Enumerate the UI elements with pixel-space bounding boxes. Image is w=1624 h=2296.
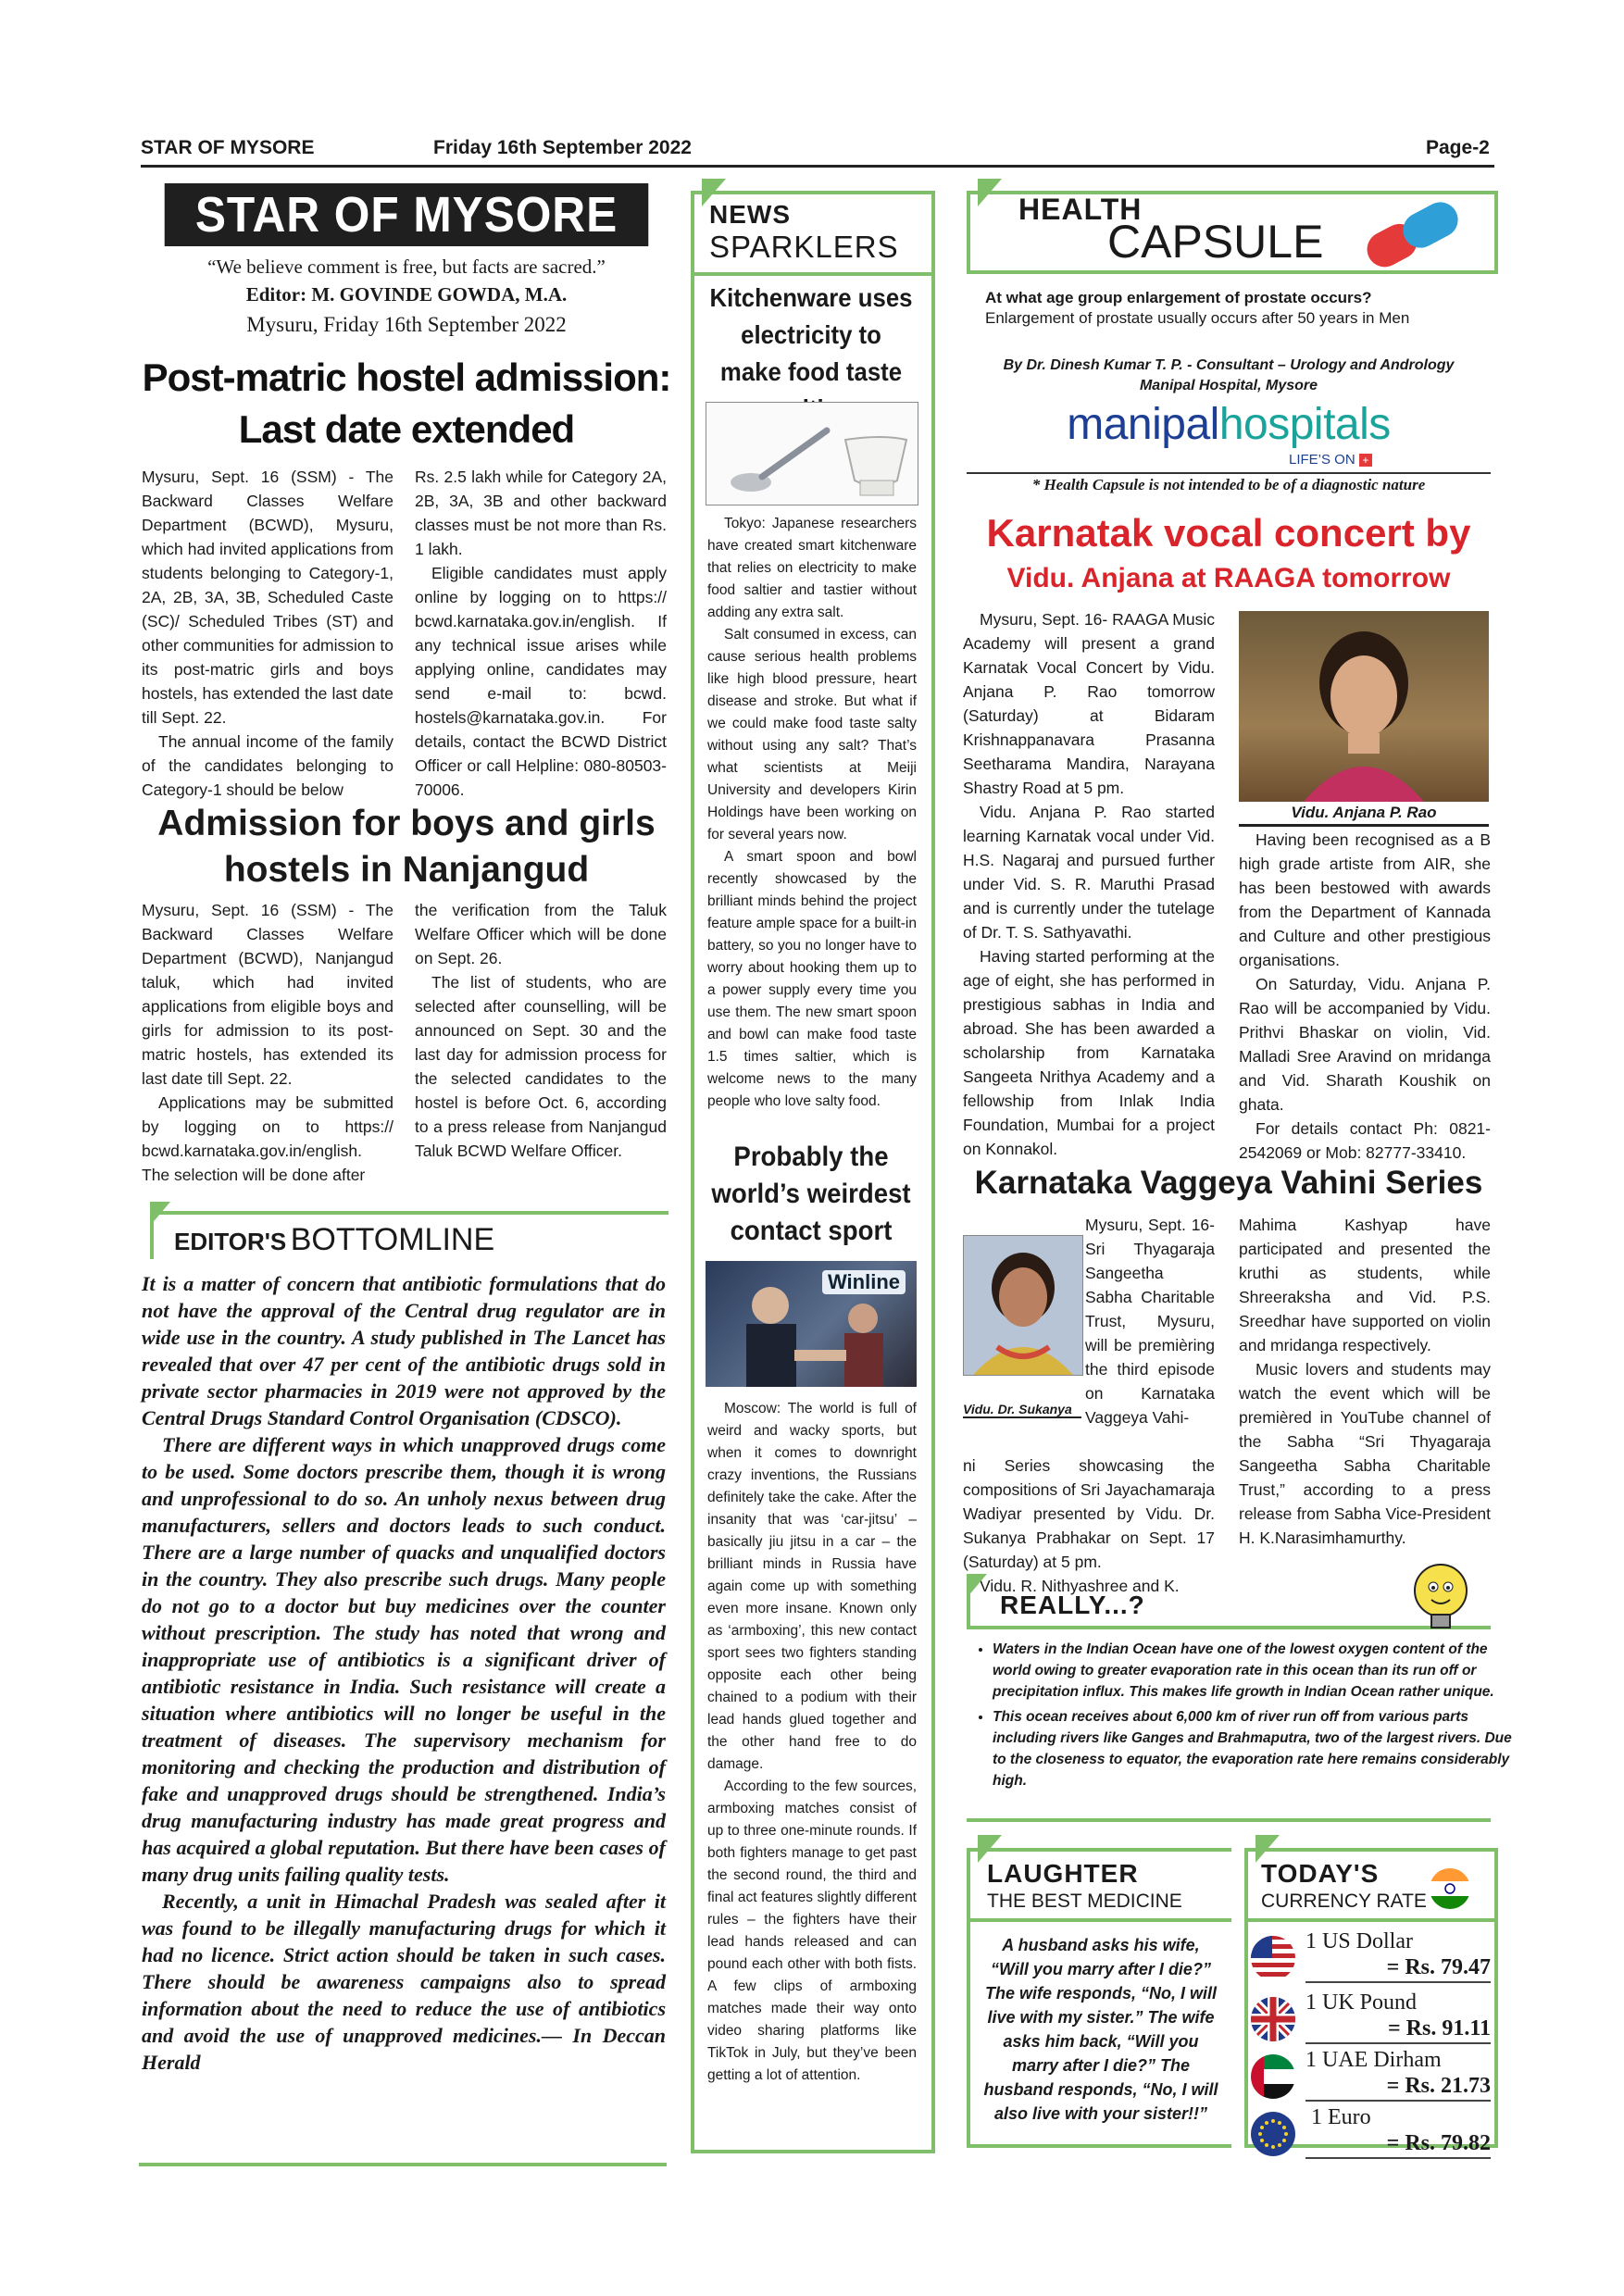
health-byline1: By Dr. Dinesh Kumar T. P. - Consultant – Urology and Andrology <box>1003 357 1455 373</box>
currency-row-gbp <box>1250 1990 1491 2046</box>
currency-row-usd <box>1250 1929 1491 1985</box>
news1-photo-spoon-bowl <box>706 402 918 505</box>
armboxing-sign: Winline <box>822 1270 906 1294</box>
masthead-title: STAR OF MYSORE <box>165 183 649 246</box>
health-answer: Enlargement of prostate usually occurs after 50 years in Men <box>985 309 1410 327</box>
editorial-label <box>150 1211 668 1259</box>
really-item: • This ocean receives about 6,000 km of river run off from various parts including rivers like Ganges and Brahmaputra, two of the largest rivers. Due to the closeness to equator, the evaporation rate here remains considerably high. <box>993 1706 1517 1791</box>
concert-photo-anjana <box>1239 611 1489 802</box>
story1-column1 <box>142 465 394 802</box>
currency-underline <box>1305 1981 1491 1983</box>
singer-portrait-illustration <box>1239 611 1489 802</box>
currency-row-aed <box>1250 2048 1491 2103</box>
health-question: At what age group enlargement of prostate occurs? <box>985 289 1372 306</box>
concert-col2-para3: For details contact Ph: 0821-2542069 or Mob: 82777-33410. <box>1239 1119 1491 1162</box>
vaggeya-col2-para2: Music lovers and students may watch the event which will be premièred in YouTube channel of the Sabha “Sri Thyagaraja Sangeetha Sabha Charitable Trust,” according to a press release from Sabha Vice-President H. K.Narasimhamurthy. <box>1239 1360 1491 1547</box>
header-paper-name: STAR OF MYSORE <box>141 137 315 158</box>
eu-flag-icon <box>1250 2111 1296 2157</box>
manipal-logo-part1: manipal <box>1067 400 1219 449</box>
health-label-bold: HEALTH <box>1018 193 1143 226</box>
story2-headline-line2: hostels in Nanjangud <box>223 850 590 890</box>
bulb-mascot-icon <box>1404 1557 1478 1637</box>
news-sparklers-label-bold: NEWS <box>709 200 791 229</box>
news2-para2: According to the few sources, armboxing matches consist of up to three one-minute rounds. If both fighters manage to get past the second round, the third and final act features slightly different rules – the fighters have their lead hands released and can pound each other with both fists. A few clips of armboxing matches made their way onto video sharing platforms like TikTok in July, but they’ve been getting a lot of attention. <box>707 1778 917 2083</box>
concert-col2-para2: On Saturday, Vidu. Anjana P. Rao will be accompanied by Vidu. Prithvi Bhaskar on violin, Vid. Malladi Sree Aravind on mridanga and Vid. Sharath Koushik on ghata. <box>1239 975 1491 1114</box>
us-flag-icon <box>1250 1935 1296 1981</box>
currency-name: 1 Euro <box>1311 2105 1371 2129</box>
laughter-joke: A husband asks his wife, “Will you marry after I die?” The wife responds, “No, I will live with my sister.” The wife asks him back, “Will you marry after I die?” The husband responds, “No, I will also live with your sister!!” <box>983 1936 1218 2123</box>
currency-underline <box>1305 2157 1491 2159</box>
currency-divider <box>1248 1918 1494 1922</box>
news1-para1: Tokyo: Japanese researchers have created smart kitchenware that relies on electricity to make food saltier and tastier without adding any extra salt. <box>707 516 917 620</box>
currency-row-eur <box>1250 2105 1491 2161</box>
story2-col2-para2: The list of students, who are selected after counselling, will be announced on Sept. 30 and the last day for admission process for the selected candidates to the hostel is before Oct. 6, according to a press release from Nanjangud Taluk BCWD Welfare Officer. <box>415 973 667 1160</box>
header-page-number: Page-2 <box>1426 137 1490 158</box>
editorial-para1-text: It is a matter of concern that antibiotic formulations that do not have the approval of the Central drug regulator are in wide use in the country. A study published in The Lancet has revealed that over 47 per cent of the antibiotic drugs sold in private sector pharmacies in 2019 were not approved by the Central Drugs Standard Control Organisation (CDSCO). <box>142 1272 666 1429</box>
currency-value: = Rs. 21.73 <box>1386 2074 1491 2098</box>
news1-headline: Kitchenware uses electricity to make food taste <box>709 283 913 386</box>
currency-underline <box>1305 2042 1491 2044</box>
health-byline2: Manipal Hospital, Mysore <box>1139 378 1318 393</box>
story1-col1-para2: The annual income of the family of the candidates belonging to Category-1 should be below <box>142 732 394 799</box>
uk-flag-icon <box>1250 1996 1296 2042</box>
currency-label-bold: TODAY'S <box>1261 1859 1380 1888</box>
story2-column1 <box>142 898 394 1187</box>
story2-col1-para1: Mysuru, Sept. 16 (SSM) - The Backward Classes Welfare Department (BCWD), Nanjangud taluk, which had invited applications from eligible boys and girls for admission to its post-matric hostels, has extended its last date till Sept. 22. <box>142 901 394 1088</box>
vaggeya-photo-caption: Vidu. Dr. Sukanya <box>963 1402 1081 1418</box>
health-label-light: CAPSULE <box>1107 216 1324 268</box>
editorial-para2: There are different ways in which unapproved drugs come to be used. Some doctors prescribe them, though it is wrong and unprofessional to do so. An unholy nexus between drug manufacturers, sellers and doctors leads to such conduct. There are a large number of quacks and unqualified doctors in the country. They also prescribe such drugs. Many people do not go to a doctor but buy medicines over the counter without prescription. The study has noted that wrong and inappropriate use of antibiotics is a significant driver of antibiotic resistance in India. Such resistance will create a situation where antibiotics will no longer be useful in the treatment of diseases. The supervisory mechanism for monitoring and checking the production and distribution of fake and unapproved drugs should be strengthened. India’s drug manufacturing industry has made great progress and has acquired a global reputation. But there have been cases of many drug units failing quality tests. <box>142 1433 666 1886</box>
vaggeya-col1-top: Mysuru, Sept. 16- Sri Thyagaraja Sangeetha Sabha Charitable Trust, Mysuru, will be premièring the third episode on Karnataka Vaggeya Vahi- <box>1085 1216 1215 1427</box>
editorial-para1 <box>142 1270 666 1431</box>
story1-headline-line2: Last date extended <box>238 407 575 451</box>
concert-col1-para1: Mysuru, Sept. 16- RAAGA Music Academy will present a grand Karnatak Vocal Concert by Vidu. Anjana P. Rao tomorrow (Saturday) at Bidaram Krishnappanavara Prasanna Seetharama Mandira, Narayana Shastry Road at 5 pm. <box>963 610 1215 797</box>
health-disclaimer: * Health Capsule is not intended to be of a diagnostic nature <box>1031 476 1426 493</box>
news2-para1: Moscow: The world is full of weird and wacky sports, but when it comes to downright crazy inventions, the Russians definitely take the cake. After the insanity that was ‘car-jitsu’ – basically jiu jitsu in a car – the brilliant minds in Russia have again come up with something even more insane. Known only as ‘armboxing’, this new contact sport sees two fighters standing opposite each other being chained to a podium with their lead hands glued together and the other hand free to do damage. <box>707 1401 917 1772</box>
india-flag-icon <box>1428 1866 1472 1911</box>
masthead-editor: Editor: M. GOVINDE GOWDA, M.A. <box>245 283 568 306</box>
editorial-label-bold: EDITOR'S <box>174 1228 287 1255</box>
editorial-body <box>142 1270 666 2076</box>
really-label: REALLY...? <box>1000 1591 1145 1619</box>
vaggeya-col1-para1: ni Series showcasing the compositions of Sri Jayachamaraja Wadiyar presented by Vidu. Dr. Sukanya Prabhakar on Sept. 17 (Saturday) at 5 pm. <box>963 1456 1215 1571</box>
plus-icon: + <box>1359 454 1372 467</box>
story1-col2-para1: Rs. 2.5 lakh while for Category 2A, 2B, 3A, 3B and other backward classes must be not more than Rs. 1 lakh. <box>415 468 667 558</box>
manipal-tagline <box>1289 452 1372 468</box>
health-disclaimer-rule <box>967 472 1491 474</box>
concert-col1-para3: Having started performing at the age of eight, she has performed in prestigious sabhas in India and abroad. She has been awarded a scholarship from Karnataka Sangeeta Nrithya Academy and a fellowship from Inlak India Foundation, Mumbai for a project on Konnakol. <box>963 947 1215 1158</box>
laughter-label-light: THE BEST MEDICINE <box>987 1890 1182 1912</box>
concert-col2-para1: Having been recognised as a B high grade artiste from AIR, she has been bestowed with awards from the Department of Kannada and Culture and other prestigious organisations. <box>1239 830 1491 969</box>
story1-col2-para2: Eligible candidates must apply online by logging on to https:// bcwd.karnataka.gov.in/english. If any technical issue arises while applying online, candidates may send e-mail to: bcwd. hostels@karnataka.gov.in. For details, contact the BCWD District Officer or call Helpline: 080-80503-70006. <box>415 564 667 799</box>
fighters-silhouette <box>706 1261 917 1387</box>
uae-flag-icon <box>1250 2053 1296 2100</box>
really-bottom-rule <box>967 1818 1491 1822</box>
currency-underline <box>1305 2100 1491 2102</box>
currency-name: 1 US Dollar <box>1305 1929 1413 1953</box>
currency-value: = Rs. 79.82 <box>1386 2131 1491 2155</box>
editorial-label-light: BOTTOMLINE <box>290 1222 495 1257</box>
currency-value: = Rs. 79.47 <box>1386 1955 1491 1979</box>
currency-label-light: CURRENCY RATE <box>1261 1890 1427 1912</box>
manipal-logo <box>967 400 1491 450</box>
vaggeya-column2 <box>1239 1213 1491 1550</box>
news-sparklers-label-light: SPARKLERS <box>709 230 899 264</box>
capsule-pill-icon <box>1354 194 1472 272</box>
news2-photo-armboxing <box>706 1261 917 1387</box>
news2-headline: Probably the world’s weirdest contact sport <box>711 1142 911 1246</box>
sukanya-portrait-illustration <box>964 1236 1082 1375</box>
currency-name: 1 UK Pound <box>1305 1990 1418 2015</box>
spoon-bowl-illustration <box>706 403 918 505</box>
story2-col2-para1: the verification from the Taluk Welfare Officer which will be done on Sept. 26. <box>415 901 667 967</box>
concert-photo-caption: Vidu. Anjana P. Rao <box>1239 802 1489 827</box>
story1-col1-para1: Mysuru, Sept. 16 (SSM) - The Backward Classes Welfare Department (BCWD), Mysuru, which had invited applications from students belonging to Category-1, 2A, 2B, 3A, 3B, Scheduled Caste (SC)/ Scheduled Tribes (ST) and other communities for admission to its post-matric girls and boys hostels, has extended the last date till Sept. 22. <box>142 468 394 727</box>
vaggeya-photo-sukanya <box>963 1235 1083 1376</box>
news1-para3: A smart spoon and bowl recently showcased by the brilliant minds behind the project feature ample space for a built-in battery, so you no longer have to worry about hooking them up to a power supply every time you use them. The new smart spoon and bowl can make food taste 1.5 times saltier, which is welcome news to the many people who love salty food. <box>707 849 917 1109</box>
concert-column1 <box>963 607 1215 1161</box>
vaggeya-col2-para1: Mahima Kashyap have participated and presented the kruthi as students, while Shreeraksha and Vid. P.S. Sreedhar have supported on violin and mridanga respectively. <box>1239 1216 1491 1354</box>
editorial-para3: Recently, a unit in Himachal Pradesh was sealed after it was found to be illegally manufacturing drugs for which it had no licence. Strict action should be taken in such cases. There should be awareness campaigns also to spread information about the need to reduce the use of antibiotics and avoid the use of unapproved medicines.— In Deccan Herald <box>142 1890 666 2074</box>
story2-col1-para2: Applications may be submitted by logging on to https:// bcwd.karnataka.gov.in/english. The selection will be done after <box>142 1093 394 1184</box>
concert-column2 <box>1239 828 1491 1165</box>
concert-headline: Karnatak vocal concert by <box>986 511 1471 555</box>
vaggeya-col1-para2: Vidu. R. Nithyashree and K. <box>980 1577 1180 1595</box>
news-sparklers-divider <box>694 272 931 276</box>
news1-body <box>707 513 917 1113</box>
manipal-tagline-text: LIFE’S ON <box>1289 452 1355 468</box>
header-rule <box>141 165 1494 168</box>
story2-column2 <box>415 898 667 1163</box>
masthead-motto: “We believe comment is free, but facts are sacred.” <box>207 256 606 278</box>
laughter-label-bold: LAUGHTER <box>987 1859 1139 1888</box>
vaggeya-column1 <box>963 1454 1215 1598</box>
story1-headline-line1: Post-matric hostel admission: <box>142 356 671 399</box>
news1-para2: Salt consumed in excess, can cause serious health problems like high blood pressure, heart disease and stroke. But what if we could make food taste salty without using any salt? That’s what scientists at Meiji University and developers Kirin Holdings have been working on for several years now. <box>707 627 917 842</box>
story2-headline-line1: Admission for boys and girls <box>157 804 656 843</box>
header-date: Friday 16th September 2022 <box>433 137 692 158</box>
manipal-logo-part2: hospitals <box>1218 400 1391 449</box>
really-list <box>967 1639 1517 1791</box>
vaggeya-headline: Karnataka Vaggeya Vahini Series <box>974 1165 1483 1201</box>
concert-col1-para2: Vidu. Anjana P. Rao started learning Karnatak vocal under Vid. H.S. Nagaraj and pursued further under Vid. S. R. Maruthi Prasad and is currently under the tutelage of Dr. T. S. Sathyavathi. <box>963 803 1215 942</box>
concert-subhead: Vidu. Anjana at RAAGA tomorrow <box>1006 563 1451 593</box>
currency-value: = Rs. 91.11 <box>1387 2016 1491 2040</box>
masthead-dateline: Mysuru, Friday 16th September 2022 <box>246 313 567 336</box>
laughter-divider <box>970 1918 1231 1922</box>
really-item: • Waters in the Indian Ocean have one of the lowest oxygen content of the world owing to greater evaporation rate in this ocean than its run off or precipitation influx. This makes life growth in Indian Ocean rather unique. <box>993 1639 1517 1703</box>
story1-column2 <box>415 465 667 802</box>
currency-name: 1 UAE Dirham <box>1305 2048 1442 2072</box>
news2-body <box>707 1398 917 2087</box>
